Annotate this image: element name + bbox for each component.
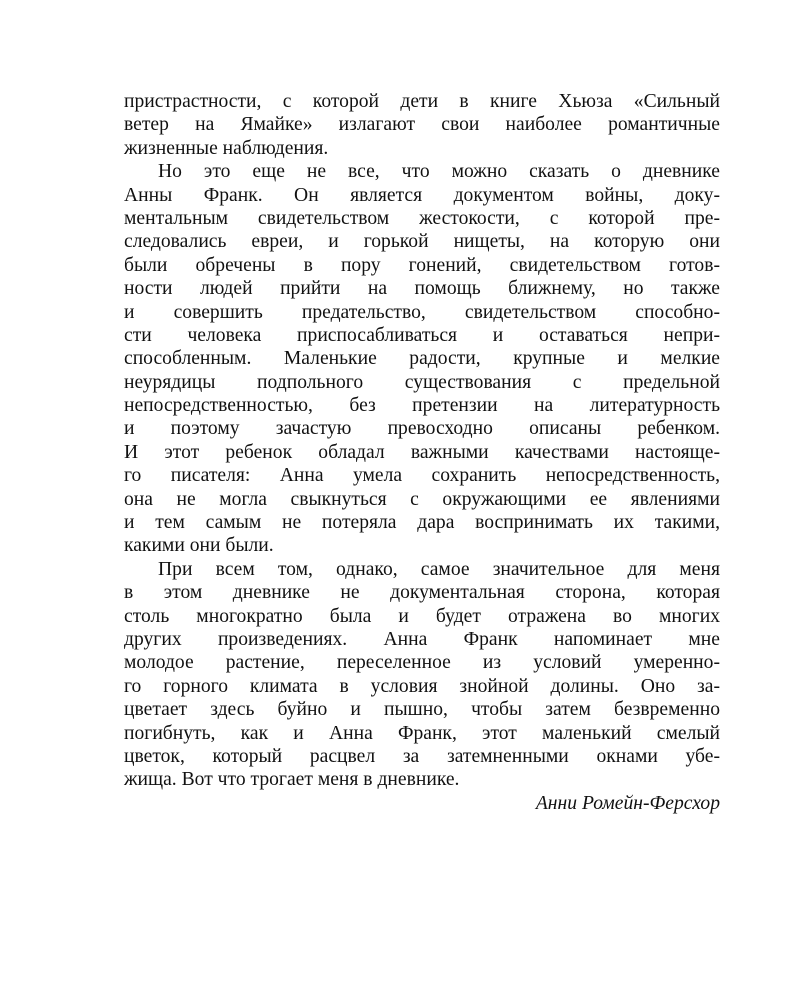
text-line: ветер на Ямайке» излагают свои наиболее романтичные bbox=[124, 114, 720, 136]
text-line: Но это еще не все, что можно сказать о дневнике bbox=[158, 161, 720, 183]
text-line: других произведениях. Анна Франк напоминает мне bbox=[124, 628, 720, 650]
text-line: были обречены в пору гонений, свидетельством готов- bbox=[124, 254, 720, 276]
author-signature: Анни Ромейн-Ферсхор bbox=[535, 792, 720, 814]
text-line: го писателя: Анна умела сохранить непосредственность, bbox=[124, 465, 720, 487]
text-line: цветает здесь буйно и пышно, чтобы затем безвременно bbox=[124, 699, 720, 721]
text-line: цветок, который расцвел за затемненными окнами убе- bbox=[124, 745, 720, 767]
text-line: го горного климата в условия знойной долины. Оно за- bbox=[124, 675, 720, 697]
text-line: способленным. Маленькие радости, крупные и мелкие bbox=[124, 348, 720, 370]
text-line: жища. Вот что трогает меня в дневнике. bbox=[124, 769, 460, 791]
text-line: столь многократно была и будет отражена во многих bbox=[124, 605, 720, 627]
document-page bbox=[124, 90, 720, 815]
text-line: ности людей прийти на помощь ближнему, но также bbox=[124, 278, 720, 300]
paragraph-2 bbox=[124, 160, 720, 558]
text-line: следовались евреи, и горькой нищеты, на которую они bbox=[124, 231, 720, 253]
text-line: и поэтому зачастую превосходно описаны ребенком. bbox=[124, 418, 720, 440]
text-line: в этом дневнике не документальная сторона, которая bbox=[124, 582, 720, 604]
text-line: молодое растение, переселенное из условий умеренно- bbox=[124, 652, 720, 674]
text-line: жизненные наблюдения. bbox=[124, 137, 329, 159]
text-line: и совершить предательство, свидетельством способно- bbox=[124, 301, 720, 323]
paragraph-1 bbox=[124, 90, 720, 160]
text-line: И этот ребенок обладал важными качествами настояще- bbox=[124, 441, 720, 463]
text-line: и тем самым не потеряла дара воспринимать их такими, bbox=[124, 512, 720, 534]
text-line: ментальным свидетельством жестокости, с которой пре- bbox=[124, 207, 720, 229]
paragraph-3 bbox=[124, 558, 720, 792]
text-line: При всем том, однако, самое значительное для меня bbox=[158, 558, 720, 580]
text-line: Анны Франк. Он является документом войны, доку- bbox=[124, 184, 720, 206]
text-line: она не могла свыкнуться с окружающими ее явлениями bbox=[124, 488, 720, 510]
text-line: неурядицы подпольного существования с предельной bbox=[124, 371, 720, 393]
text-line: какими они были. bbox=[124, 535, 274, 557]
text-line: сти человека приспосабливаться и оставаться непри- bbox=[124, 324, 720, 346]
text-line: погибнуть, как и Анна Франк, этот маленький смелый bbox=[124, 722, 720, 744]
text-line: пристрастности, с которой дети в книге Хьюза «Сильный bbox=[124, 91, 720, 112]
text-line: непосредственностью, без претензии на литературность bbox=[124, 395, 720, 417]
